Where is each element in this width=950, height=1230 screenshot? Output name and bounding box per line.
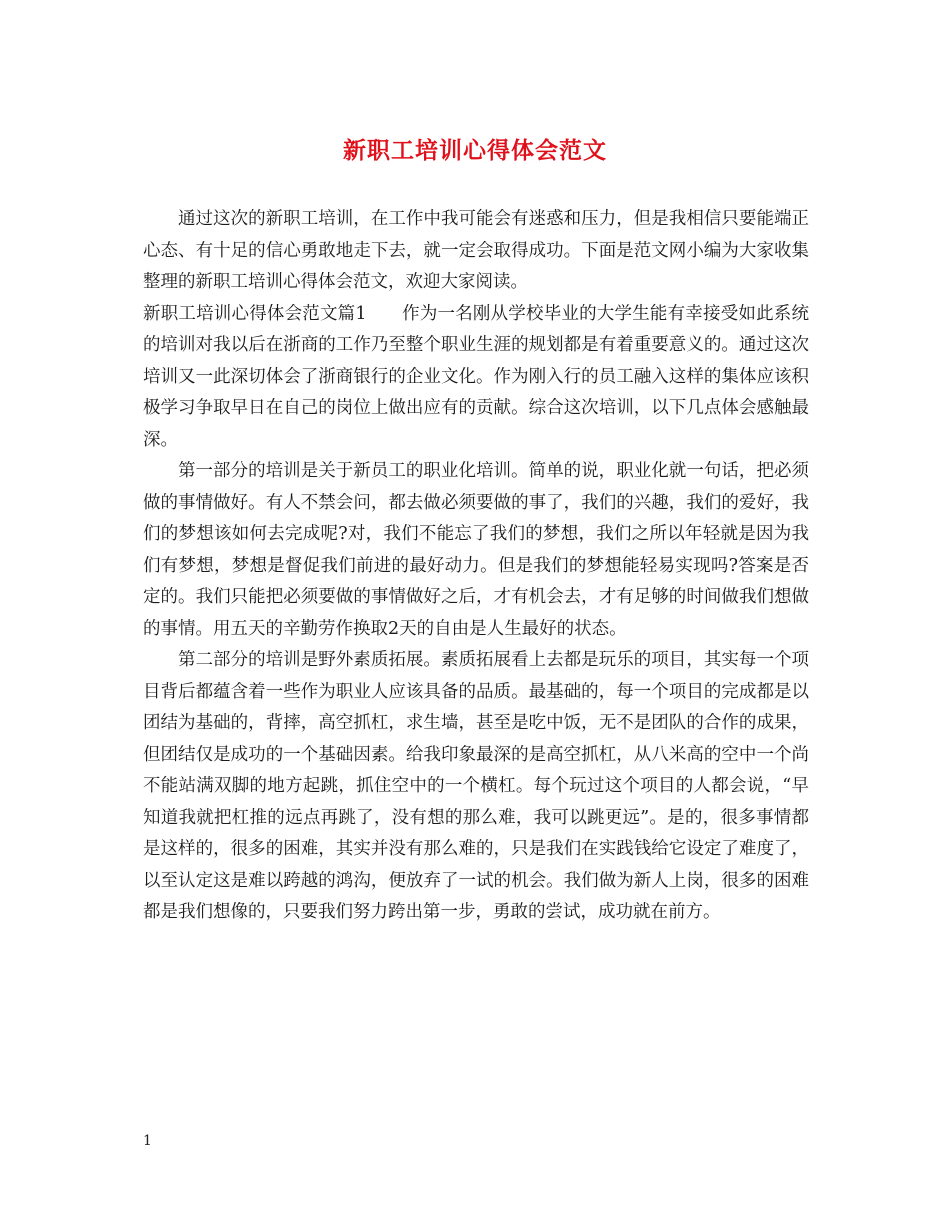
document-title: 新职工培训心得体会范文 [343,137,607,164]
page-number: 1 [143,1133,152,1149]
paragraph-article-1: 新职工培训心得体会范文篇1 作为一名刚从学校毕业的大学生能有幸接受如此系统的培训对我以后在浙商的工作乃至整个职业生涯的规划都是有着重要意义的。通过这次培训又一此深切体会了浙商银行的企业文化。作为刚入行的员工融入这样的集体应该积极学习争取早日在自己的岗位上做出应有的贡献。综合这次培训，以下几点体会感触最深。 [143,303,809,450]
paragraph-part-1: 第一部分的培训是关于新员工的职业化培训。简单的说，职业化就一句话，把必须做的事情做好。有人不禁会问，都去做必须要做的事了，我们的兴趣，我们的爱好，我们的梦想该如何去完成呢?对，我们不能忘了我们的梦想，我们之所以年轻就是因为我们有梦想，梦想是督促我们前进的最好动力。但是我们的梦想能轻易实现吗?答案是否定的。我们只能把必须要做的事情做好之后，才有机会去，才有足够的时间做我们想做的事情。用五天的辛勤劳作换取2天的自由是人生最好的状态。 [143,461,809,639]
document-body [143,204,809,929]
paragraph-intro: 通过这次的新职工培训，在工作中我可能会有迷惑和压力，但是我相信只要能端正心态、有十足的信心勇敢地走下去，就一定会取得成功。下面是范文网小编为大家收集整理的新职工培训心得体会范文，欢迎大家阅读。 [143,209,809,292]
paragraph-part-2: 第二部分的培训是野外素质拓展。素质拓展看上去都是玩乐的项目，其实每一个项目背后都蕴含着一些作为职业人应该具备的品质。最基础的，每一个项目的完成都是以团结为基础的，背摔，高空抓杠，求生墙，甚至是吃中饭，无不是团队的合作的成果，但团结仅是成功的一个基础因素。给我印象最深的是高空抓杠，从八米高的空中一个尚不能站满双脚的地方起跳，抓住空中的一个横杠。每个玩过这个项目的人都会说，“早知道我就把杠推的远点再跳了，没有想的那么难，我可以跳更远”。是的，很多事情都是这样的，很多的困难，其实并没有那么难的，只是我们在实践钱给它设定了难度了，以至认定这是难以跨越的鸿沟，便放弃了一试的机会。我们做为新人上岗，很多的困难都是我们想像的，只要我们努力跨出第一步，勇敢的尝试，成功就在前方。 [143,650,809,922]
